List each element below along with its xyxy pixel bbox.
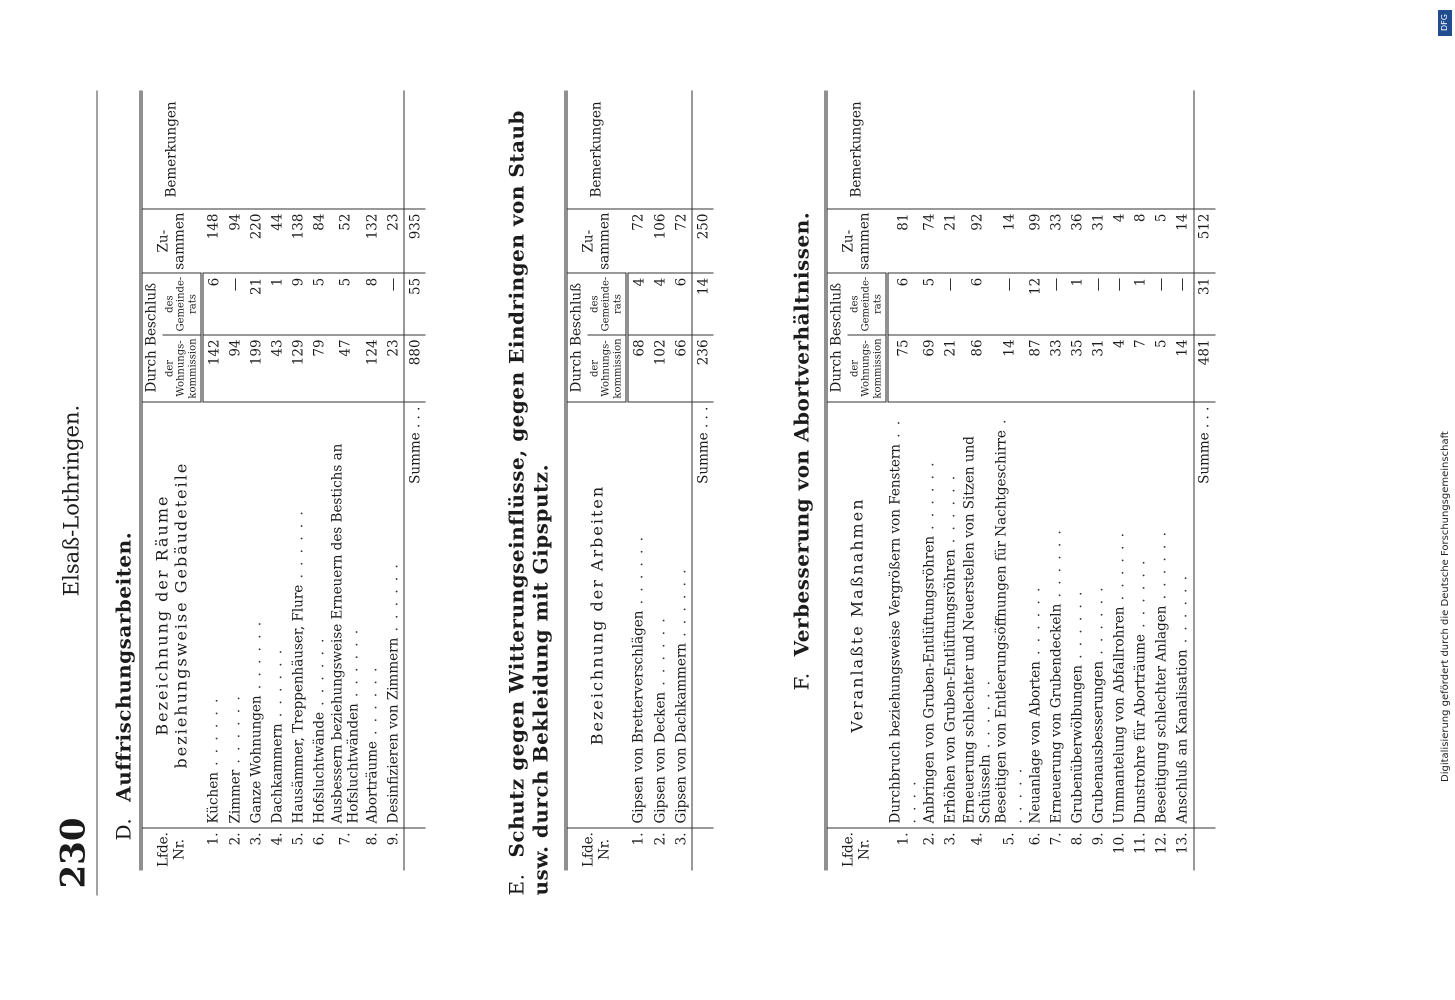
leader-dots: . . . . . . <box>921 460 938 536</box>
bemerkungen-cell <box>671 91 693 210</box>
gemeinderat-value: 6 <box>671 273 693 335</box>
gemeinderat-value: — <box>1046 273 1067 335</box>
row-number: 6. <box>311 832 328 846</box>
row-label-text: Dachkammern <box>269 723 286 824</box>
gemeinderat-value: 9 <box>288 273 309 335</box>
gemeinderat-value: 1 <box>1130 273 1151 335</box>
row-label-text: Dunstrohre für Aborträume <box>1132 634 1149 824</box>
sum-label: Summe . . . <box>692 402 714 828</box>
col-nr-header: Lfde. Nr. <box>141 828 202 871</box>
table-row <box>1067 91 1088 871</box>
row-number: 9. <box>1090 832 1107 846</box>
leader-dots: . . . . . . <box>993 417 1026 824</box>
table-row <box>383 91 405 871</box>
sum-kommission: 880 <box>404 335 426 402</box>
gemeinderat-value: 6 <box>887 273 919 335</box>
table-e <box>565 91 714 871</box>
row-label-text: Gipsen von Bretterverschlägen <box>630 610 647 824</box>
gemeinderat-value: — <box>383 273 405 335</box>
section-e-letter: E. <box>504 873 529 896</box>
sum-bemerkungen <box>692 91 714 210</box>
sum-zusammen: 512 <box>1194 209 1216 273</box>
col-kommission-header: der Wohnungs-kommission <box>587 335 627 402</box>
bemerkungen-cell <box>288 91 309 210</box>
col-gemeinderat-header: des Gemeinde-rats <box>587 273 627 335</box>
page-number: 230 <box>53 817 94 889</box>
row-label <box>887 402 919 828</box>
kommission-value: 124 <box>362 335 383 402</box>
bemerkungen-cell <box>267 91 288 210</box>
zusammen-value: 220 <box>246 209 267 273</box>
zusammen-value: 92 <box>961 209 993 273</box>
table-row <box>330 91 362 871</box>
row-label <box>1025 402 1046 828</box>
zusammen-value: 74 <box>919 209 940 273</box>
row-number: 6. <box>1027 832 1044 846</box>
row-label-text: Zimmer <box>227 769 244 824</box>
gemeinderat-value: 5 <box>919 273 940 335</box>
table-f-body <box>887 91 1215 871</box>
leader-dots: . . . . . . <box>364 665 381 742</box>
row-label-text: Anbringen von Gruben-Entlüftungsröhren <box>921 535 938 824</box>
row-label-text: Grubenausbesserungen <box>1090 660 1107 824</box>
leader-dots: . . . . . . <box>942 473 959 550</box>
kommission-value: 102 <box>650 335 671 402</box>
sum-label: Summe . . . <box>404 402 426 828</box>
gemeinderat-value: 8 <box>362 273 383 335</box>
row-number: 2. <box>227 832 244 846</box>
table-row <box>650 91 671 871</box>
row-number: 11. <box>1132 832 1149 854</box>
bemerkungen-cell <box>202 91 225 210</box>
leader-dots: . . . . . . <box>1048 528 1065 604</box>
row-label-text: Gipsen von Decken <box>652 691 669 824</box>
row-number: 5. <box>290 832 307 846</box>
row-label <box>330 402 362 828</box>
row-label <box>246 402 267 828</box>
row-label-text: Ummantelung von Abfallrohren <box>1111 606 1128 824</box>
row-label <box>993 402 1025 828</box>
leader-dots: . . . . . . <box>630 535 647 611</box>
kommission-value: 23 <box>383 335 405 402</box>
kommission-value: 66 <box>671 335 693 402</box>
kommission-value: 31 <box>1088 335 1109 402</box>
zusammen-value: 4 <box>1109 209 1130 273</box>
gemeinderat-value: 4 <box>627 273 650 335</box>
table-row <box>1088 91 1109 871</box>
row-label <box>1151 402 1172 828</box>
bemerkungen-cell <box>1172 91 1194 210</box>
sum-row <box>404 91 426 871</box>
zusammen-value: 23 <box>383 209 405 273</box>
kommission-value: 33 <box>1046 335 1067 402</box>
table-row <box>627 91 650 871</box>
row-label <box>202 402 225 828</box>
row-label-text: Erneuerung schlechter und Neuerstellen von Sitzen und Schüsseln <box>961 436 994 824</box>
leader-dots: . . . . . . <box>887 418 920 824</box>
col-zusammen-header: Zu-sammen <box>826 209 887 273</box>
leader-dots: . . . . . . <box>673 567 690 644</box>
zusammen-value: 36 <box>1067 209 1088 273</box>
col-gemeinderat-header: des Gemeinde-rats <box>162 273 202 335</box>
row-number: 1. <box>205 832 222 846</box>
table-row <box>288 91 309 871</box>
sum-label: Summe . . . <box>1194 402 1216 828</box>
gemeinderat-value: 21 <box>246 273 267 335</box>
bemerkungen-cell <box>246 91 267 210</box>
col-zusammen-header: Zu-sammen <box>141 209 202 273</box>
sum-spacer <box>692 828 714 871</box>
section-f-title <box>790 212 814 691</box>
row-number: 12. <box>1153 832 1170 854</box>
dfg-credit: Digitalisierung gefördert durch die Deutsche Forschungsgemeinschaft <box>1440 431 1451 782</box>
bemerkungen-cell <box>1067 91 1088 210</box>
row-label-text: Gipsen von Dachkammern <box>673 643 690 824</box>
gemeinderat-value: 5 <box>309 273 330 335</box>
kommission-value: 5 <box>1151 335 1172 402</box>
zusammen-value: 21 <box>940 209 961 273</box>
row-label <box>383 402 405 828</box>
row-number: 3. <box>248 832 265 846</box>
gemeinderat-value: 1 <box>267 273 288 335</box>
row-label <box>309 402 330 828</box>
row-label-text: Erhöhen von Gruben-Entlüftungsröhren <box>942 549 959 824</box>
row-number: 1. <box>895 832 912 846</box>
leader-dots: . . . . . . <box>205 696 222 773</box>
leader-dots: . . . . . . <box>248 619 265 696</box>
kommission-value: 86 <box>961 335 993 402</box>
section-e-title <box>505 96 553 896</box>
gemeinderat-value: 4 <box>650 273 671 335</box>
col-name-header: Veranlaßte Maßnahmen <box>826 402 887 828</box>
row-number: 4. <box>269 832 286 846</box>
row-label <box>225 402 246 828</box>
row-number: 8. <box>1069 832 1086 846</box>
sum-kommission: 236 <box>692 335 714 402</box>
gemeinderat-value: 12 <box>1025 273 1046 335</box>
kommission-value: 14 <box>993 335 1025 402</box>
section-d-heading: Auffrischungsarbeiten. <box>111 531 136 802</box>
leader-dots: . . . . . . <box>977 678 994 755</box>
bemerkungen-cell <box>330 91 362 210</box>
sum-spacer <box>404 828 426 871</box>
zusammen-value: 72 <box>671 209 693 273</box>
table-row <box>1172 91 1194 871</box>
row-number: 2. <box>921 832 938 846</box>
leader-dots: . . . . . . <box>1069 589 1086 666</box>
gemeinderat-value: 1 <box>1067 273 1088 335</box>
section-f-heading: Verbesserung von Abortverhältnissen. <box>789 211 814 657</box>
col-bemerkungen-header: Bemerkungen <box>826 91 887 210</box>
zusammen-value: 148 <box>202 209 225 273</box>
col-nr-header: Lfde. Nr. <box>566 828 627 871</box>
section-d-title <box>112 532 136 841</box>
row-number: 5. <box>1001 832 1018 846</box>
leader-dots: . . . . . . <box>1132 558 1149 635</box>
col-kommission-header: der Wohnungs-kommission <box>847 335 887 402</box>
row-label <box>1172 402 1194 828</box>
row-number: 10. <box>1111 832 1128 854</box>
bemerkungen-cell <box>940 91 961 210</box>
zusammen-value: 14 <box>993 209 1025 273</box>
row-label-text: Aborträume <box>364 741 381 824</box>
zusammen-value: 94 <box>225 209 246 273</box>
running-head: Elsaß-Lothringen. <box>59 404 84 597</box>
section-f-letter: F. <box>789 672 814 691</box>
col-bemerkungen-header: Bemerkungen <box>141 91 202 210</box>
kommission-value: 7 <box>1130 335 1151 402</box>
kommission-value: 43 <box>267 335 288 402</box>
row-label-text: Küchen <box>205 772 222 824</box>
sum-bemerkungen <box>1194 91 1216 210</box>
row-label <box>961 402 993 828</box>
row-label <box>919 402 940 828</box>
zusammen-value: 52 <box>330 209 362 273</box>
leader-dots: . . . . . . <box>269 647 286 724</box>
table-row <box>887 91 919 871</box>
row-label <box>1046 402 1067 828</box>
kommission-value: 142 <box>202 335 225 402</box>
row-label-text: Ganze Wohnungen <box>248 695 265 824</box>
sum-row <box>1194 91 1216 871</box>
kommission-value: 69 <box>919 335 940 402</box>
bemerkungen-cell <box>627 91 650 210</box>
leader-dots: . . . . . . <box>1027 585 1044 662</box>
row-label-text: Erneuerung von Grubendeckeln <box>1048 603 1065 824</box>
row-number: 8. <box>364 832 381 846</box>
row-label <box>650 402 671 828</box>
bemerkungen-cell <box>362 91 383 210</box>
bemerkungen-cell <box>919 91 940 210</box>
row-number: 3. <box>673 832 690 846</box>
row-label-text: Hausämmer, Treppenhäuser, Flure <box>290 584 307 824</box>
zusammen-value: 31 <box>1088 209 1109 273</box>
table-row <box>993 91 1025 871</box>
table-row <box>246 91 267 871</box>
row-label-text: Neuanlage von Aborten <box>1027 661 1044 824</box>
zusammen-value: 99 <box>1025 209 1046 273</box>
row-number: 1. <box>630 832 647 846</box>
leader-dots: . . . . . . <box>290 509 307 585</box>
table-row <box>202 91 225 871</box>
leader-dots: . . . . . . <box>1090 585 1107 661</box>
sum-gemeinderat: 55 <box>404 273 426 335</box>
row-label <box>1067 402 1088 828</box>
zusammen-value: 84 <box>309 209 330 273</box>
sum-kommission: 481 <box>1194 335 1216 402</box>
row-number: 13. <box>1174 832 1191 854</box>
zusammen-value: 5 <box>1151 209 1172 273</box>
zusammen-value: 44 <box>267 209 288 273</box>
row-number: 3. <box>942 832 959 846</box>
zusammen-value: 8 <box>1130 209 1151 273</box>
table-row <box>1025 91 1046 871</box>
row-number: 4. <box>969 832 986 846</box>
row-label-text: Beseitigen von Entleerungsöffnungen für Nachtgeschirre <box>993 430 1010 824</box>
row-number: 9. <box>385 832 402 846</box>
row-label-text: Grubenüberwölbungen <box>1069 665 1086 824</box>
bemerkungen-cell <box>1025 91 1046 210</box>
leader-dots: . . . . . . <box>652 616 669 692</box>
bemerkungen-cell <box>1130 91 1151 210</box>
row-number: 7. <box>1048 832 1065 846</box>
table-f <box>825 91 1216 871</box>
row-label-text: Desinfizieren von Zimmern <box>385 637 402 824</box>
sum-row <box>692 91 714 871</box>
sum-gemeinderat: 14 <box>692 273 714 335</box>
kommission-value: 14 <box>1172 335 1194 402</box>
kommission-value: 94 <box>225 335 246 402</box>
gemeinderat-value: — <box>1172 273 1194 335</box>
row-label <box>627 402 650 828</box>
row-label <box>1088 402 1109 828</box>
zusammen-value: 81 <box>887 209 919 273</box>
row-label-text: Ausbessern beziehungsweise Erneuern des Bestichs an Hofsluchtwänden <box>329 443 362 824</box>
table-row <box>362 91 383 871</box>
table-row <box>1130 91 1151 871</box>
section-e-heading: Schutz gegen Witterungseinflüsse, gegen Eindringen von Staub usw. durch Bekleidung mit Gipsputz. <box>504 109 553 896</box>
col-zusammen-header: Zu-sammen <box>566 209 627 273</box>
kommission-value: 75 <box>887 335 919 402</box>
sum-bemerkungen <box>404 91 426 210</box>
gemeinderat-value: 6 <box>202 273 225 335</box>
zusammen-value: 138 <box>288 209 309 273</box>
kommission-value: 35 <box>1067 335 1088 402</box>
row-number: 7. <box>337 832 354 846</box>
row-label <box>267 402 288 828</box>
row-label <box>1109 402 1130 828</box>
kommission-value: 79 <box>309 335 330 402</box>
row-label-text: Anschluß an Kanalisation <box>1174 649 1191 824</box>
kommission-value: 87 <box>1025 335 1046 402</box>
row-label <box>362 402 383 828</box>
row-label <box>940 402 961 828</box>
sum-gemeinderat: 31 <box>1194 273 1216 335</box>
bemerkungen-cell <box>1151 91 1172 210</box>
leader-dots: . . . . . . <box>311 636 328 713</box>
row-label <box>671 402 693 828</box>
table-row <box>671 91 693 871</box>
gemeinderat-value: — <box>1109 273 1130 335</box>
table-d-body <box>202 91 426 871</box>
table-e-body <box>627 91 714 871</box>
zusammen-value: 72 <box>627 209 650 273</box>
zusammen-value: 33 <box>1046 209 1067 273</box>
bemerkungen-cell <box>309 91 330 210</box>
table-row <box>961 91 993 871</box>
zusammen-value: 14 <box>1172 209 1194 273</box>
table-row <box>309 91 330 871</box>
row-label <box>288 402 309 828</box>
col-name-header <box>141 402 202 828</box>
table-row <box>1046 91 1067 871</box>
gemeinderat-value: — <box>225 273 246 335</box>
bemerkungen-cell <box>887 91 919 210</box>
table-row <box>267 91 288 871</box>
col-beschluss-header: Durch Beschluß <box>826 273 847 402</box>
col-name-line1: Bezeichnung der Räume <box>152 494 172 736</box>
section-d-letter: D. <box>111 817 136 841</box>
col-name-header: Bezeichnung der Arbeiten <box>566 402 627 828</box>
leader-dots: . . . . . . <box>227 694 244 770</box>
bemerkungen-cell <box>650 91 671 210</box>
gemeinderat-value: — <box>940 273 961 335</box>
row-label-text: Beseitigung schlechter Anlagen <box>1153 605 1170 824</box>
table-row <box>919 91 940 871</box>
col-name-line2: beziehungsweise Gebäudeteile <box>171 461 191 769</box>
zusammen-value: 132 <box>362 209 383 273</box>
bemerkungen-cell <box>383 91 405 210</box>
zusammen-value: 106 <box>650 209 671 273</box>
kommission-value: 4 <box>1109 335 1130 402</box>
row-number: 2. <box>652 832 669 846</box>
table-d <box>140 91 426 871</box>
gemeinderat-value: — <box>1151 273 1172 335</box>
col-bemerkungen-header: Bemerkungen <box>566 91 627 210</box>
leader-dots: . . . . . . <box>1153 530 1170 606</box>
leader-dots: . . . . . . <box>345 627 362 704</box>
gemeinderat-value: — <box>1088 273 1109 335</box>
col-beschluss-header: Durch Beschluß <box>141 273 162 402</box>
gemeinderat-value: 6 <box>961 273 993 335</box>
col-gemeinderat-header: des Gemeinde-rats <box>847 273 887 335</box>
bemerkungen-cell <box>1088 91 1109 210</box>
row-label-text: Hofsluchtwände <box>311 712 328 824</box>
leader-dots: . . . . . . <box>1111 530 1128 607</box>
header-rule <box>97 91 98 896</box>
bemerkungen-cell <box>225 91 246 210</box>
table-row <box>225 91 246 871</box>
gemeinderat-value: — <box>993 273 1025 335</box>
leader-dots: . . . . . . <box>385 562 402 638</box>
kommission-value: 47 <box>330 335 362 402</box>
rotated-page <box>0 51 1455 951</box>
kommission-value: 199 <box>246 335 267 402</box>
row-label-text: Durchbruch beziehungsweise Vergrößern von Fenstern <box>887 443 904 824</box>
leader-dots: . . . . . . <box>1174 573 1191 650</box>
bemerkungen-cell <box>993 91 1025 210</box>
kommission-value: 68 <box>627 335 650 402</box>
row-label <box>1130 402 1151 828</box>
table-row <box>940 91 961 871</box>
bemerkungen-cell <box>961 91 993 210</box>
kommission-value: 129 <box>288 335 309 402</box>
col-nr-header: Lfde. Nr. <box>826 828 887 871</box>
sum-spacer <box>1194 828 1216 871</box>
sum-zusammen: 935 <box>404 209 426 273</box>
gemeinderat-value: 5 <box>330 273 362 335</box>
kommission-value: 21 <box>940 335 961 402</box>
bemerkungen-cell <box>1046 91 1067 210</box>
bemerkungen-cell <box>1109 91 1130 210</box>
dfg-logo: DFG <box>1438 10 1452 36</box>
col-beschluss-header: Durch Beschluß <box>566 273 587 402</box>
sum-zusammen: 250 <box>692 209 714 273</box>
col-kommission-header: der Wohnungs-kommission <box>162 335 202 402</box>
table-row <box>1109 91 1130 871</box>
table-row <box>1151 91 1172 871</box>
